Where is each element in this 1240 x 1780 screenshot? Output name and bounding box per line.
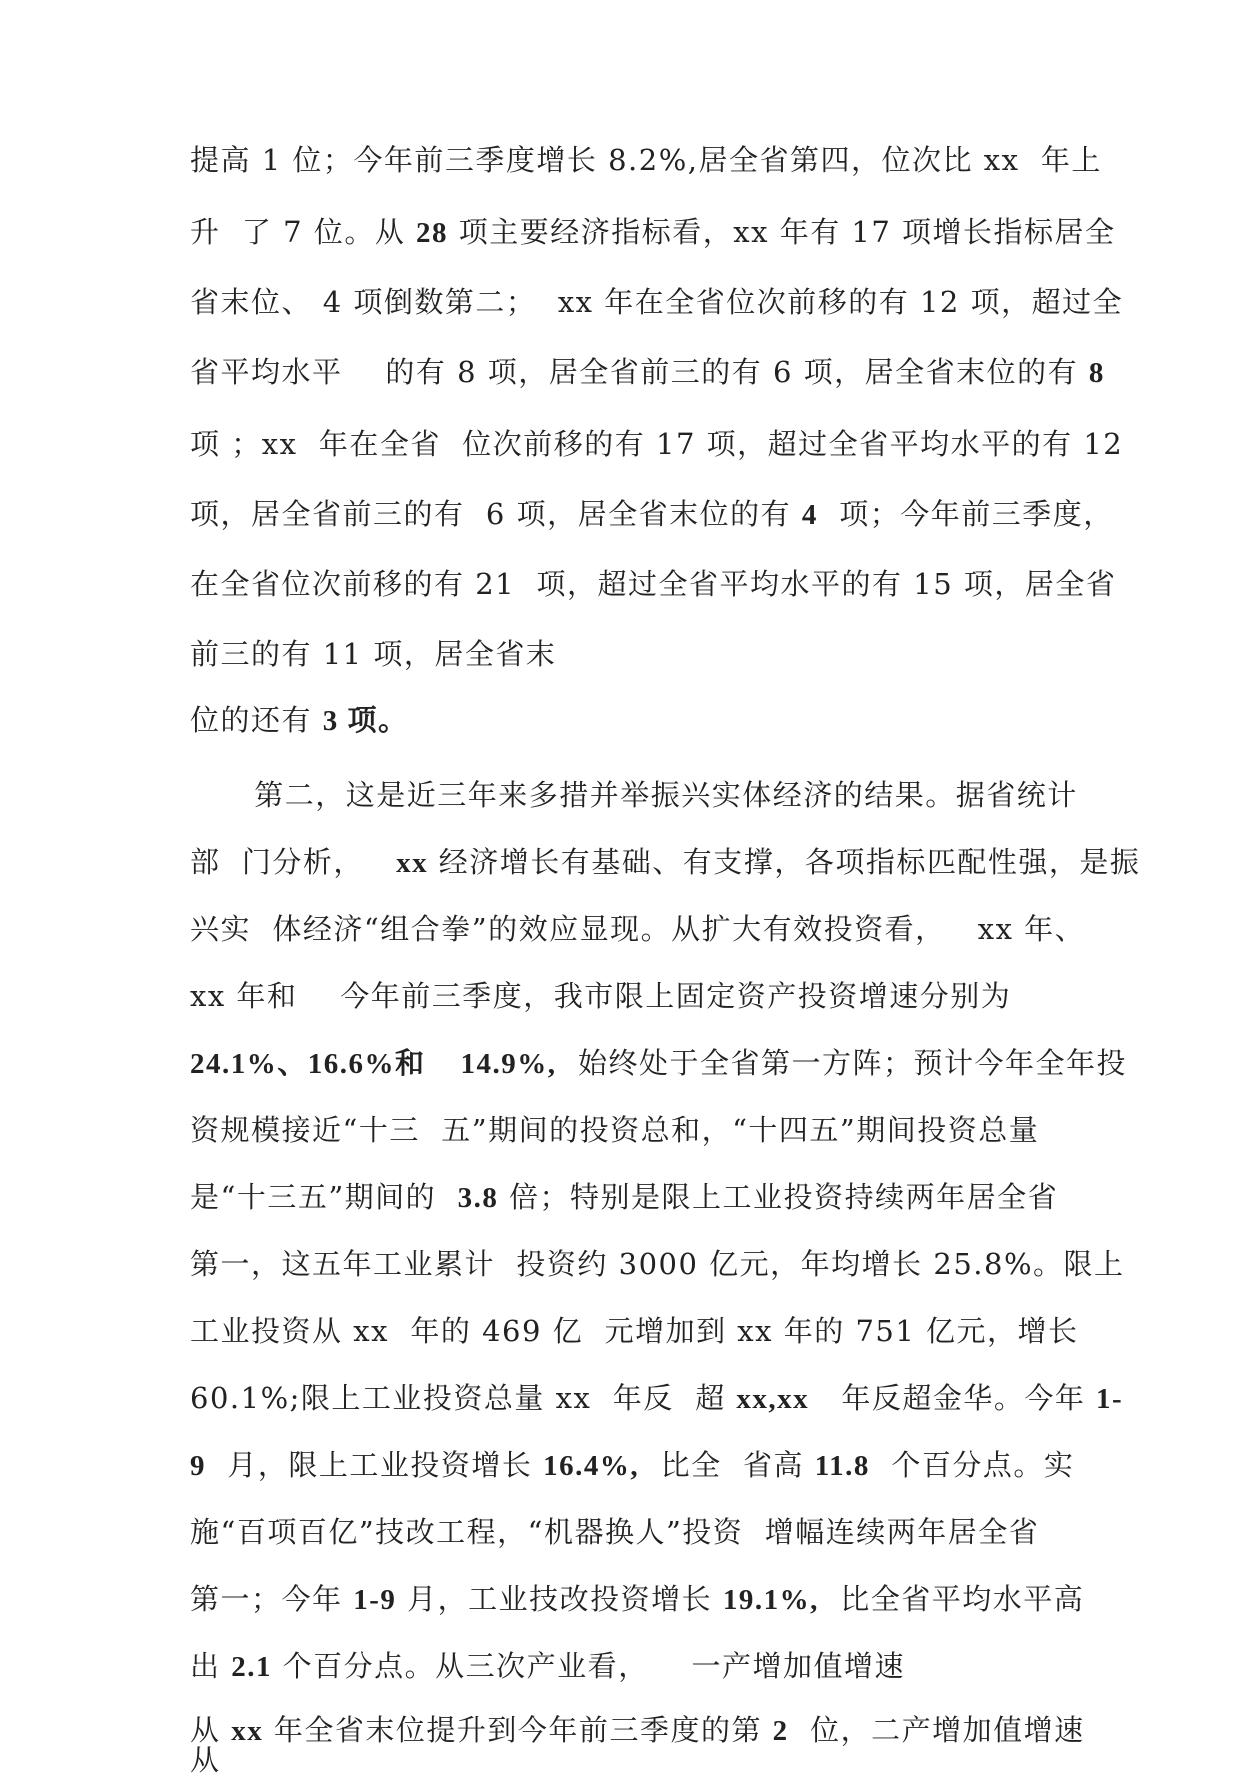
bold-text-run: 28 xyxy=(416,217,449,249)
paragraph2-line xyxy=(190,1740,221,1780)
bold-text-run: 4 xyxy=(801,499,818,531)
text-run: 年全省末位提升到今年前三季度的第 xyxy=(263,1713,773,1747)
paragraph2-line xyxy=(190,775,1078,815)
bold-text-run: 1- xyxy=(1096,1383,1124,1415)
text-run: 位的还有 xyxy=(190,703,323,737)
text-run: 60.1%;限上工业投资总量 xx 年反 超 xyxy=(190,1381,737,1415)
bold-text-run: 19.1%, xyxy=(722,1584,819,1616)
text-run: 是“十三五”期间的 xyxy=(190,1180,458,1214)
bold-text-run: 24.1%、16.6%和 14.9%, xyxy=(190,1048,557,1080)
text-run: 第一，这五年工业累计 投资约 3000 亿元，年均增长 25.8%。限上 xyxy=(190,1247,1125,1281)
bold-text-run: xx,xx xyxy=(736,1383,810,1415)
bold-text-run: 3.8 xyxy=(457,1182,499,1214)
paragraph1-line xyxy=(190,564,1116,604)
paragraph2-line xyxy=(190,842,1140,883)
paragraph2-line xyxy=(190,1110,1039,1150)
text-run: 倍；特别是限上工业投资持续两年居全省 xyxy=(498,1180,1059,1214)
bold-text-run: 16.4%, xyxy=(543,1450,640,1482)
text-run: 前三的有 11 项，居全省末 xyxy=(190,637,557,671)
paragraph1-line xyxy=(190,212,1116,253)
paragraph1-line xyxy=(190,634,556,674)
text-run: 第一；今年 xyxy=(190,1582,354,1616)
paragraph2-line xyxy=(190,1579,1084,1620)
paragraph1-line xyxy=(190,352,1105,393)
paragraph1-line xyxy=(190,494,1114,535)
paragraph2-line xyxy=(190,1512,1039,1552)
bold-text-run: xx xyxy=(396,847,429,879)
bold-text-run: 11.8 xyxy=(814,1450,870,1482)
paragraph2-line xyxy=(190,1646,905,1687)
paragraph2-line xyxy=(190,1177,1058,1218)
paragraph2-line xyxy=(190,1378,1123,1419)
text-run: 经济增长有基础、有支撑，各项指标匹配性强，是振 xyxy=(428,845,1141,879)
text-run: 工业投资从 xx 年的 469 亿 元增加到 xx 年的 751 亿元，增长 xyxy=(190,1314,1079,1348)
text-run: 位，二产增加值增速 xyxy=(788,1713,1085,1747)
text-run: 省末位、 4 项倒数第二； xx 年在全省位次前移的有 12 项，超过全 xyxy=(190,285,1124,319)
bold-text-run: 9 xyxy=(190,1450,206,1482)
bold-text-run: 1-9 xyxy=(353,1584,397,1616)
text-run: 项 ；xx 年在全省 位次前移的有 17 项，超过全省平均水平的有 12 xyxy=(190,427,1124,461)
text-run: 提高 1 位；今年前三季度增长 8.2%,居全省第四，位次比 xx 年上 xyxy=(190,143,1102,177)
bold-text-run: xx xyxy=(231,1715,264,1747)
text-run: 月，限上工业投资增长 xyxy=(206,1448,544,1482)
text-run: 项主要经济指标看，xx 年有 17 项增长指标居全 xyxy=(448,215,1116,249)
paragraph2-line xyxy=(190,1244,1125,1284)
text-run: 部 门分析， xyxy=(190,845,397,879)
bold-text-run: 2.1 xyxy=(231,1651,272,1683)
paragraph2-line xyxy=(190,1311,1079,1351)
bold-text-run: 3 项。 xyxy=(322,705,409,737)
paragraph1-line xyxy=(190,700,408,741)
paragraph1-line xyxy=(190,282,1123,322)
text-run: 项，居全省前三的有 6 项，居全省末位的有 xyxy=(190,497,802,531)
text-run: 资规模接近“十三 五”期间的投资总和，“十四五”期间投资总量 xyxy=(190,1113,1040,1147)
text-run: 施“百项百亿”技改工程，“机器换人”投资 增幅连续两年居全省 xyxy=(190,1515,1040,1549)
bold-text-run: 2 xyxy=(772,1715,789,1747)
text-run: 升 了 7 位。从 xyxy=(190,215,417,249)
text-run: 从 xyxy=(190,1713,232,1747)
text-run: 出 xyxy=(190,1649,232,1683)
text-run: 省平均水平 的有 8 项，居全省前三的有 6 项，居全省末位的有 xyxy=(190,355,1089,389)
paragraph2-line xyxy=(190,909,1085,949)
text-run: 年反超金华。今年 xyxy=(809,1381,1097,1415)
text-run: 第二，这是近三年来多措并举振兴实体经济的结果。据省统计 xyxy=(190,778,1078,812)
text-run: 从 xyxy=(190,1743,221,1777)
text-run: 比全省平均水平高 xyxy=(818,1582,1085,1616)
text-run: 个百分点。实 xyxy=(869,1448,1075,1482)
paragraph2-line xyxy=(190,1043,1127,1084)
text-run: 项；今年前三季度， xyxy=(817,497,1114,531)
paragraph2-line xyxy=(190,1710,1085,1751)
bold-text-run: 8 xyxy=(1088,357,1105,389)
paragraph2-line xyxy=(190,976,1011,1016)
text-run: 兴实 体经济“组合拳”的效应显现。从扩大有效投资看， xx 年、 xyxy=(190,912,1086,946)
paragraph2-line xyxy=(190,1445,1074,1486)
text-run: 月，工业技改投资增长 xyxy=(396,1582,723,1616)
text-run: 始终处于全省第一方阵；预计今年全年投 xyxy=(556,1046,1127,1080)
text-run: 在全省位次前移的有 21 项，超过全省平均水平的有 15 项，居全省 xyxy=(190,567,1117,601)
paragraph1-line xyxy=(190,424,1123,464)
text-run: 比全 省高 xyxy=(639,1448,815,1482)
text-run: xx 年和 今年前三季度，我市限上固定资产投资增速分别为 xyxy=(190,979,1012,1013)
paragraph1-line xyxy=(190,140,1102,180)
text-run: 个百分点。从三次产业看， 一产增加值增速 xyxy=(271,1649,906,1683)
